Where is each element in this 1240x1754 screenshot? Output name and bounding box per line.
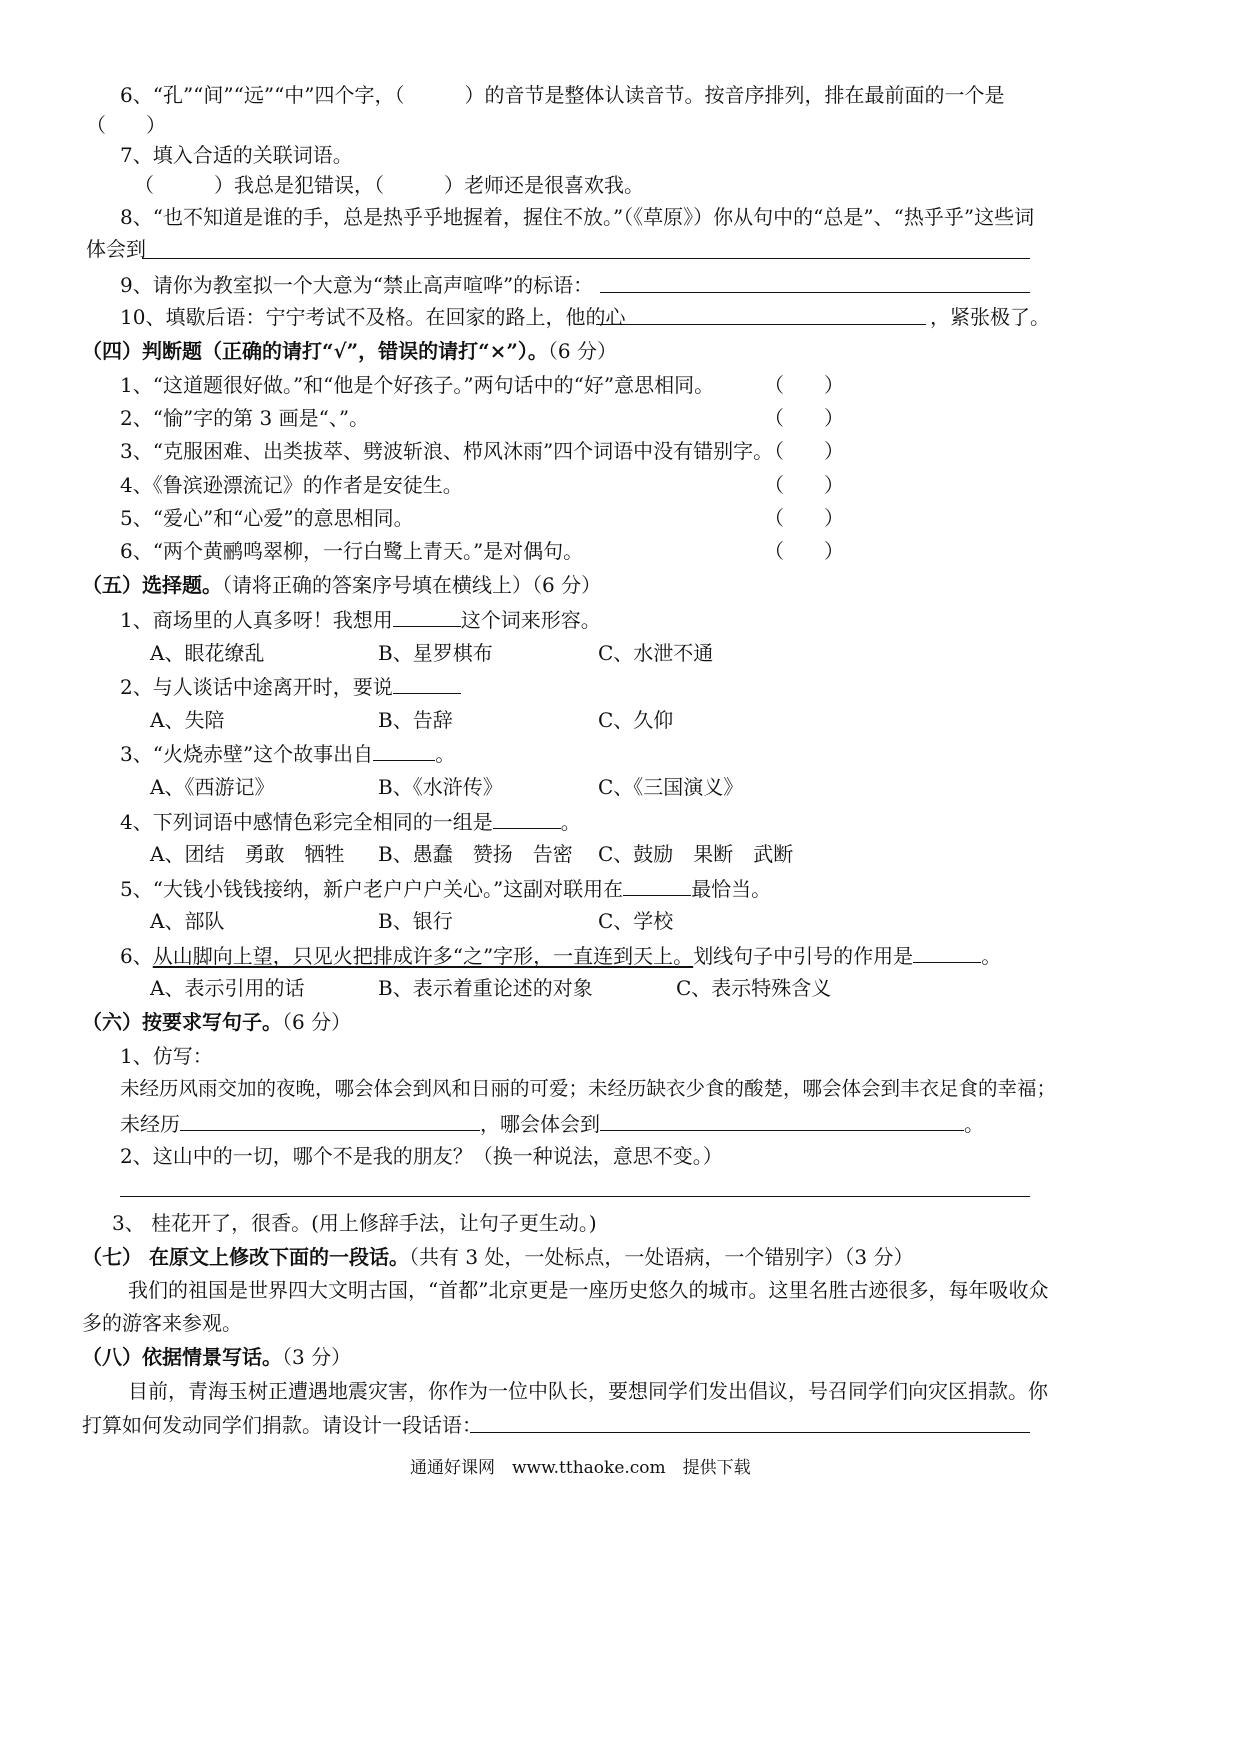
section-8-paragraph-line1: 目前，青海玉树正遭遇地震灾害，你作为一位中队长，要想同学们发出倡议，号召同学们向灾区捐款。你	[128, 1379, 1048, 1403]
choice-q1	[120, 606, 601, 633]
judge-paren-1[interactable]: （ ）	[764, 373, 844, 397]
section-6-score: （6 分）	[282, 1010, 352, 1034]
choice-q6-underlined-sentence: 从山脚向上望，只见火把排成许多“之”字形，一直连到天上。	[152, 944, 694, 968]
write-q1-prompt: 1、仿写：	[120, 1044, 213, 1068]
choice-q1-opt-a[interactable]: A、眼花缭乱	[150, 641, 265, 665]
choice-q3-opt-c[interactable]: C、《三国演义》	[598, 775, 744, 799]
choice-q3-opt-a[interactable]: A、《西游记》	[150, 775, 275, 799]
choice-q6-end: 。	[981, 944, 1002, 968]
section-5-title: （五）选择题。	[82, 573, 222, 597]
section-8-paragraph-line2: 打算如何发动同学们捐款。请设计一段话语：	[82, 1413, 482, 1437]
choice-q1-end: 这个词来形容。	[460, 608, 601, 632]
section-8-title: （八）依据情景写话。	[82, 1345, 282, 1369]
q3-9-answer-line[interactable]	[600, 292, 1030, 293]
section-7-note: （共有 3 处，一处标点，一处语病，一个错别字）（3 分）	[408, 1245, 914, 1269]
judge-item-5: 5、“爱心”和“心爱”的意思相同。	[120, 506, 414, 530]
choice-q5-opt-c[interactable]: C、学校	[598, 909, 674, 933]
section-4-score: （6 分）	[547, 339, 618, 363]
choice-q1-blank[interactable]	[393, 606, 461, 627]
choice-q6-opt-a[interactable]: A、表示引用的话	[150, 976, 305, 1000]
section-4-title: （四）判断题（正确的请打“√”，错误的请打“×”）。	[82, 339, 548, 363]
write-q1-fill-end: 。	[964, 1112, 984, 1136]
judge-paren-4[interactable]: （ ）	[764, 473, 844, 497]
judge-item-4: 4、《鲁滨逊漂流记》的作者是安徒生。	[120, 473, 463, 497]
choice-q4-opt-b[interactable]: B、愚蠢 赞扬 告密	[378, 842, 573, 866]
section-6-heading	[82, 1009, 351, 1035]
judge-paren-6[interactable]: （ ）	[764, 539, 844, 563]
choice-q4	[120, 808, 581, 835]
q3-8-answer-line[interactable]	[142, 258, 1030, 259]
choice-q1-opt-b[interactable]: B、星罗棋布	[378, 641, 493, 665]
judge-paren-5[interactable]: （ ）	[764, 506, 844, 530]
q3-8-line2: 体会到	[86, 237, 146, 261]
q3-6-line2: （ ）	[86, 113, 166, 137]
choice-q6-text: 划线句子中引号的作用是	[693, 944, 914, 968]
judge-item-1: 1、“这道题很好做。”和“他是个好孩子。”两句话中的“好”意思相同。	[120, 373, 715, 397]
section-8-answer-line[interactable]	[470, 1432, 1030, 1433]
choice-q6-num: 6、	[120, 944, 153, 968]
q3-9-prompt: 9、请你为教室拟一个大意为“禁止高声喧哗”的标语：	[120, 273, 594, 297]
choice-q3-end: 。	[435, 742, 456, 766]
judge-paren-2[interactable]: （ ）	[764, 406, 844, 430]
choice-q2-opt-c[interactable]: C、久仰	[598, 708, 674, 732]
q3-7-prompt: 7、填入合适的关联词语。	[120, 143, 353, 167]
q3-10-answer-line[interactable]	[596, 324, 926, 325]
q3-6-line1: 6、“孔”“间”“远”“中”四个字，（ ）的音节是整体认读音节。按音序排列，排在最前面的一个是	[120, 83, 1005, 107]
write-q1-blank-2[interactable]	[600, 1110, 964, 1131]
write-q2-prompt: 2、这山中的一切，哪个不是我的朋友？（换一种说法，意思不变。）	[120, 1144, 723, 1168]
section-5-heading	[82, 572, 601, 598]
choice-q5-opt-b[interactable]: B、银行	[378, 909, 453, 933]
choice-q2-opt-b[interactable]: B、告辞	[378, 708, 453, 732]
section-4-heading	[82, 338, 617, 364]
judge-item-2: 2、“愉”字的第 3 画是“、”。	[120, 406, 370, 430]
choice-q5-text: 5、“大钱小钱钱接纳，新户老户户户关心。”这副对联用在	[120, 877, 624, 901]
q3-10-end: ，紧张极了。	[930, 305, 1050, 329]
choice-q2-opt-a[interactable]: A、失陪	[150, 708, 225, 732]
write-q1-fill-middle: ，哪会体会到	[480, 1112, 600, 1136]
choice-q3-opt-b[interactable]: B、《水浒传》	[378, 775, 503, 799]
write-q1-fill-start: 未经历	[120, 1112, 180, 1136]
q3-7-fill: （ ）我总是犯错误，（ ）老师还是很喜欢我。	[134, 173, 644, 197]
write-q3-prompt: 3、 桂花开了，很香。(用上修辞手法，让句子更生动。)	[112, 1211, 597, 1235]
choice-q5-opt-a[interactable]: A、部队	[150, 909, 225, 933]
choice-q5-blank[interactable]	[623, 875, 691, 896]
choice-q5	[120, 875, 771, 902]
write-q1-fill	[120, 1110, 984, 1137]
section-7-heading	[82, 1244, 914, 1270]
section-8-heading	[82, 1344, 351, 1370]
choice-q4-opt-a[interactable]: A、团结 勇敢 牺牲	[150, 842, 345, 866]
write-q1-example: 未经历风雨交加的夜晚，哪会体会到风和日丽的可爱；未经历缺衣少食的酸楚，哪会体会到丰衣足食的幸福；	[120, 1077, 1057, 1100]
footer-source: 通通好课网 www.tthaoke.com 提供下载	[410, 1458, 751, 1478]
section-5-note: （请将正确的答案序号填在横线上）（6 分）	[222, 573, 602, 597]
choice-q1-text: 1、商场里的人真多呀！我想用	[120, 608, 393, 632]
judge-paren-3[interactable]: （ ）	[764, 439, 844, 463]
choice-q4-opt-c[interactable]: C、鼓励 果断 武断	[598, 842, 794, 866]
choice-q3-text: 3、“火烧赤壁”这个故事出自	[120, 742, 374, 766]
choice-q3	[120, 740, 455, 767]
judge-item-3: 3、“克服困难、出类拔萃、劈波斩浪、栉风沐雨”四个词语中没有错别字。	[120, 439, 774, 463]
choice-q6	[120, 942, 1001, 969]
choice-q4-end: 。	[560, 810, 581, 834]
section-6-title: （六）按要求写句子。	[82, 1010, 282, 1034]
choice-q5-end: 最恰当。	[691, 877, 772, 901]
q3-10-prompt: 10、填歇后语：宁宁考试不及格。在回家的路上，他的心	[120, 305, 626, 329]
choice-q6-blank[interactable]	[913, 942, 981, 963]
section-7-paragraph-line1: 我们的祖国是世界四大文明古国，“首都”北京更是一座历史悠久的城市。这里名胜古迹很多，每年吸收众	[128, 1278, 1049, 1302]
choice-q4-blank[interactable]	[493, 808, 561, 829]
write-q2-answer-line[interactable]	[120, 1196, 1030, 1197]
section-8-score: （3 分）	[282, 1345, 352, 1369]
section-7-title: （七） 在原文上修改下面的一段话。	[82, 1245, 409, 1269]
q3-8-line1: 8、“也不知道是谁的手，总是热乎乎地握着，握住不放。”（《草原》）你从句中的“总是”、“热乎乎”这些词	[120, 205, 1035, 229]
section-7-paragraph-line2: 多的游客来参观。	[82, 1311, 242, 1335]
choice-q6-opt-c[interactable]: C、表示特殊含义	[676, 976, 832, 1000]
choice-q3-blank[interactable]	[373, 740, 435, 761]
choice-q2-blank[interactable]	[393, 673, 461, 694]
choice-q6-opt-b[interactable]: B、表示着重论述的对象	[378, 976, 593, 1000]
choice-q1-opt-c[interactable]: C、水泄不通	[598, 641, 714, 665]
judge-item-6: 6、“两个黄鹂鸣翠柳，一行白鹭上青天。”是对偶句。	[120, 539, 584, 563]
choice-q2-text: 2、与人谈话中途离开时，要说	[120, 675, 393, 699]
choice-q4-text: 4、下列词语中感情色彩完全相同的一组是	[120, 810, 493, 834]
choice-q2	[120, 673, 461, 700]
write-q1-blank-1[interactable]	[180, 1110, 480, 1131]
